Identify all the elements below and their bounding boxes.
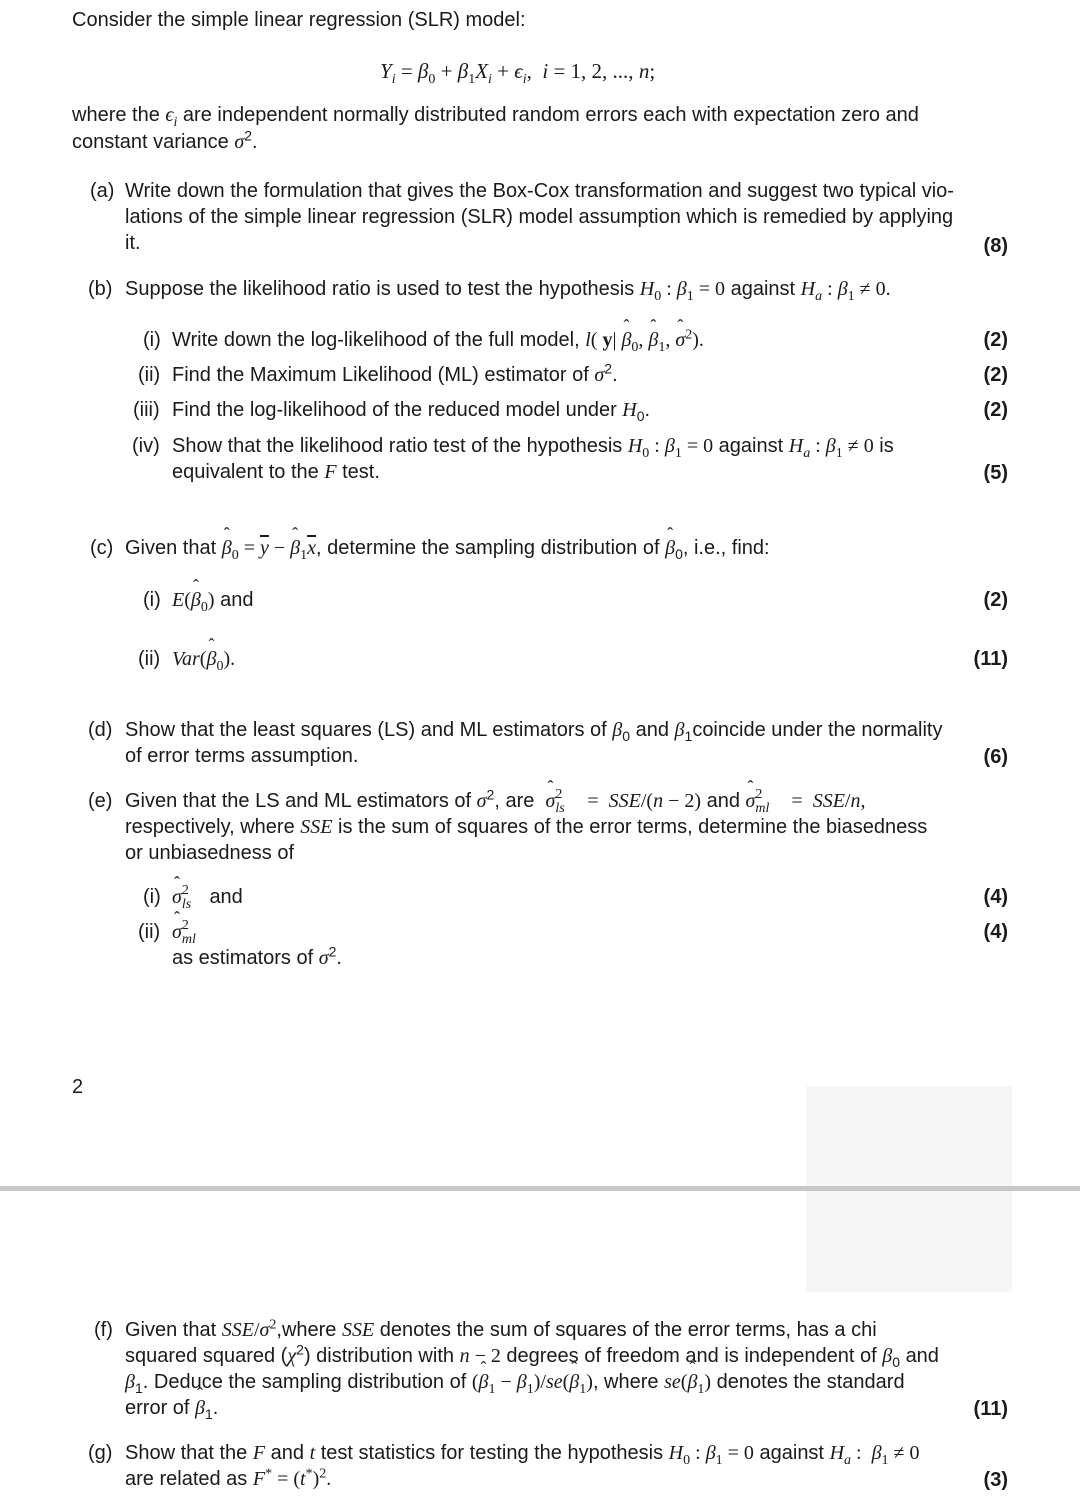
q-b-text-main: Suppose the likelihood ratio is used to test the hypothesis	[125, 278, 635, 300]
q-e-i-marks: (4)	[983, 886, 1008, 908]
q-f-l3c: denotes the standard	[716, 1371, 905, 1393]
q-e-l1a: Given that the LS and ML estimators of	[125, 790, 472, 812]
q-b-iv-line2a: equivalent to the	[172, 461, 319, 483]
q-c-i-and: and	[220, 589, 254, 611]
q-a-line2: lations of the simple linear regression (SLR) model assumption which is remedied by applying	[125, 206, 954, 228]
q-f-l1a: Given that	[125, 1319, 217, 1341]
q-f-l2a: squared squared (	[125, 1345, 288, 1367]
q-d-line1c: coincide under the normality	[692, 719, 943, 741]
q-e-line2: respectively, where SSE is the sum of squares of the error terms, determine the biasedness	[125, 816, 928, 838]
q-c-text-b: , determine the sampling distribution of	[316, 537, 660, 559]
q-c-i-marks: (2)	[983, 589, 1008, 611]
q-b-text: Suppose the likelihood ratio is used to test the hypothesis $H_0$ : $\beta_1 = 0$ against $H_a$ : $\beta_1 \ne 0$.	[125, 278, 891, 304]
q-c-ii-label: (ii)	[138, 648, 161, 670]
q-c-i-label: (i)	[143, 589, 161, 611]
q-a-line1: Write down the formulation that gives the Box-Cox transformation and suggest two typical vio-	[125, 180, 954, 202]
q-g-marks: (3)	[983, 1469, 1008, 1491]
q-b-iii-label: (iii)	[133, 399, 160, 421]
q-b-label: (b)	[88, 278, 113, 300]
q-b-iii-text: Find the log-likelihood of the reduced model under $H_0$.	[172, 399, 651, 424]
q-g-l1d: against	[759, 1442, 824, 1464]
intro-where-line1: where the $\epsilon_i$ are independent normally distributed random errors each with expectation zero and	[72, 104, 919, 130]
q-d-label: (d)	[88, 719, 113, 741]
where-text-c: constant variance	[72, 131, 229, 153]
q-b-i-text: Write down the log-likelihood of the full model, l( y| ˆ $\beta_0$, ˆ $\beta_1$, ˆ $\sigma^2$).	[172, 327, 704, 353]
q-b-against: against	[730, 278, 796, 300]
q-b-iv-marks: (5)	[983, 462, 1008, 484]
q-c-text-a: Given that	[125, 537, 217, 559]
q-b-iv-line2b: test.	[342, 461, 380, 483]
q-a-label: (a)	[90, 180, 115, 202]
q-b-ii-label: (ii)	[138, 364, 161, 386]
q-e-ii-label: (ii)	[138, 921, 161, 943]
q-e-i-text: ˆ σ 2 ls and	[172, 884, 243, 910]
q-f-l1b: ,where	[276, 1319, 337, 1341]
q-c-text-c: , i.e., find:	[682, 537, 770, 559]
q-g-l1a: Show that the	[125, 1442, 248, 1464]
q-f-marks: (11)	[973, 1398, 1008, 1420]
q-b-iv-is: is	[879, 435, 894, 457]
q-b-i-text-main: Write down the log-likelihood of the full model,	[172, 329, 580, 351]
q-f-line3: $\beta_1$. Deduce the sampling distribution of (ˆ $\beta_1$ − $\beta_1)/se(ˆ$ $\beta_1$), where se(ˆ $\beta_1$) denotes the standard	[125, 1369, 905, 1395]
q-b-ii-marks: (2)	[983, 364, 1008, 386]
q-f-l2d: and	[905, 1345, 939, 1367]
q-e-l1c: and	[706, 790, 740, 812]
q-e-line1: Given that the LS and ML estimators of $\sigma^2$, are ˆ σ 2 ls = SSE/(n − 2) and ˆ σ 2 ml = SSE/n,	[125, 788, 865, 814]
q-f-l3a: . Deduce the sampling distribution of	[142, 1371, 467, 1393]
q-f-l1c: denotes the sum of squares of the error terms, has a chi	[379, 1319, 877, 1341]
q-f-l4: error of	[125, 1397, 190, 1419]
q-f-line4: error of ˆ $\beta_1$.	[125, 1395, 218, 1421]
q-f-label: (f)	[94, 1319, 113, 1341]
q-g-l1b: and	[270, 1442, 305, 1464]
q-b-iv-line2: equivalent to the F test.	[172, 461, 380, 483]
model-equation: $Y_i = \beta_0 + \beta_1X_i + \epsilon_i$, i = 1, 2, ..., n;	[380, 59, 656, 88]
q-b-ii-text: Find the Maximum Likelihood (ML) estimator of $\sigma^2$.	[172, 360, 618, 386]
q-g-label: (g)	[88, 1442, 113, 1464]
q-f-l2c: degrees of freedom and is independent of	[506, 1345, 877, 1367]
q-e-line3: or unbiasedness of	[125, 842, 295, 864]
q-e-ii-marks: (4)	[983, 921, 1008, 943]
q-e-line2a: respectively, where	[125, 816, 295, 838]
q-e-tail: as estimators of $\sigma^2$.	[172, 943, 342, 969]
q-g-line2: are related as $F^* = (t^*)^2$.	[125, 1466, 332, 1490]
where-text-a: where the	[72, 104, 160, 126]
q-b-iv-against: against	[718, 435, 784, 457]
q-b-iii-text-main: Find the log-likelihood of the reduced model under	[172, 399, 617, 421]
q-d-line1: Show that the least squares (LS) and ML estimators of $\beta_0$ and $\beta_1coincide$ under the normality	[125, 719, 943, 744]
q-e-label: (e)	[88, 790, 113, 812]
q-b-iv-label: (iv)	[132, 435, 160, 457]
q-c-i-text: E(ˆ $\beta_0$) and	[172, 587, 253, 613]
q-b-iv-text: Show that the likelihood ratio test of the hypothesis $H_0$ : $\beta_1 = 0$ against $H_a$ : $\beta_1 \ne 0$ is	[172, 435, 894, 461]
page-number: 2	[72, 1076, 84, 1098]
q-e-ii-text: ˆ σ 2 ml	[172, 919, 208, 945]
q-e-tail-text: as estimators of	[172, 947, 314, 969]
q-e-i-label: (i)	[143, 886, 161, 908]
q-f-line1: Given that SSE/$\sigma^2,where$ SSE denotes the sum of squares of the error terms, has a chi	[125, 1317, 877, 1341]
page-separator	[0, 1186, 1080, 1191]
q-e-i-and: and	[209, 886, 243, 908]
where-text-b: are independent normally distributed random errors each with expectation zero and	[182, 104, 919, 126]
q-b-iv-text-main: Show that the likelihood ratio test of the hypothesis	[172, 435, 623, 457]
q-e-l1b: , are	[494, 790, 535, 812]
q-g-line1: Show that the F and t test statistics for testing the hypothesis $H_0$ : $\beta_1 = 0$ against $H_a$ : $\beta_1 \ne 0$	[125, 1442, 920, 1468]
q-b-ii-text-main: Find the Maximum Likelihood (ML) estimator of	[172, 364, 589, 386]
q-b-i-marks: (2)	[983, 329, 1008, 351]
q-f-line2: squared squared $(\chi^2)$ distribution with n − 2 degrees of freedom and is independent of $\beta_0$ and	[125, 1341, 939, 1370]
q-f-l2b: ) distribution with	[303, 1345, 454, 1367]
q-d-line2: of error terms assumption.	[125, 745, 359, 767]
q-b-i-label: (i)	[143, 329, 161, 351]
q-d-line1a: Show that the least squares (LS) and ML estimators of	[125, 719, 607, 741]
q-c-ii-marks: (11)	[973, 648, 1008, 670]
q-d-marks: (6)	[983, 746, 1008, 768]
q-b-iii-marks: (2)	[983, 399, 1008, 421]
q-g-l2a: are related as	[125, 1468, 248, 1490]
q-d-line1b: and	[635, 719, 669, 741]
intro-text: Consider the simple linear regression (SLR) model:	[72, 9, 526, 31]
q-f-l3b: , where	[592, 1371, 659, 1393]
q-g-l1c: test statistics for testing the hypothesis	[320, 1442, 664, 1464]
q-c-label: (c)	[90, 537, 114, 559]
q-e-line2b: is the sum of squares of the error terms, determine the biasedness	[338, 816, 928, 838]
q-c-ii-text: Var(ˆ $\beta_0$).	[172, 646, 235, 672]
intro-where-line2: constant variance $\sigma^2$.	[72, 127, 258, 153]
q-c-text: Given that ˆ $\beta_0 = \overline{y}$ − ˆ $\beta_1\overline{x}$, determine the sampling distribution of ˆ $\beta_0$, i.e., find:	[125, 535, 770, 561]
q-a-marks: (8)	[983, 235, 1008, 257]
q-a-line3: it.	[125, 232, 141, 254]
